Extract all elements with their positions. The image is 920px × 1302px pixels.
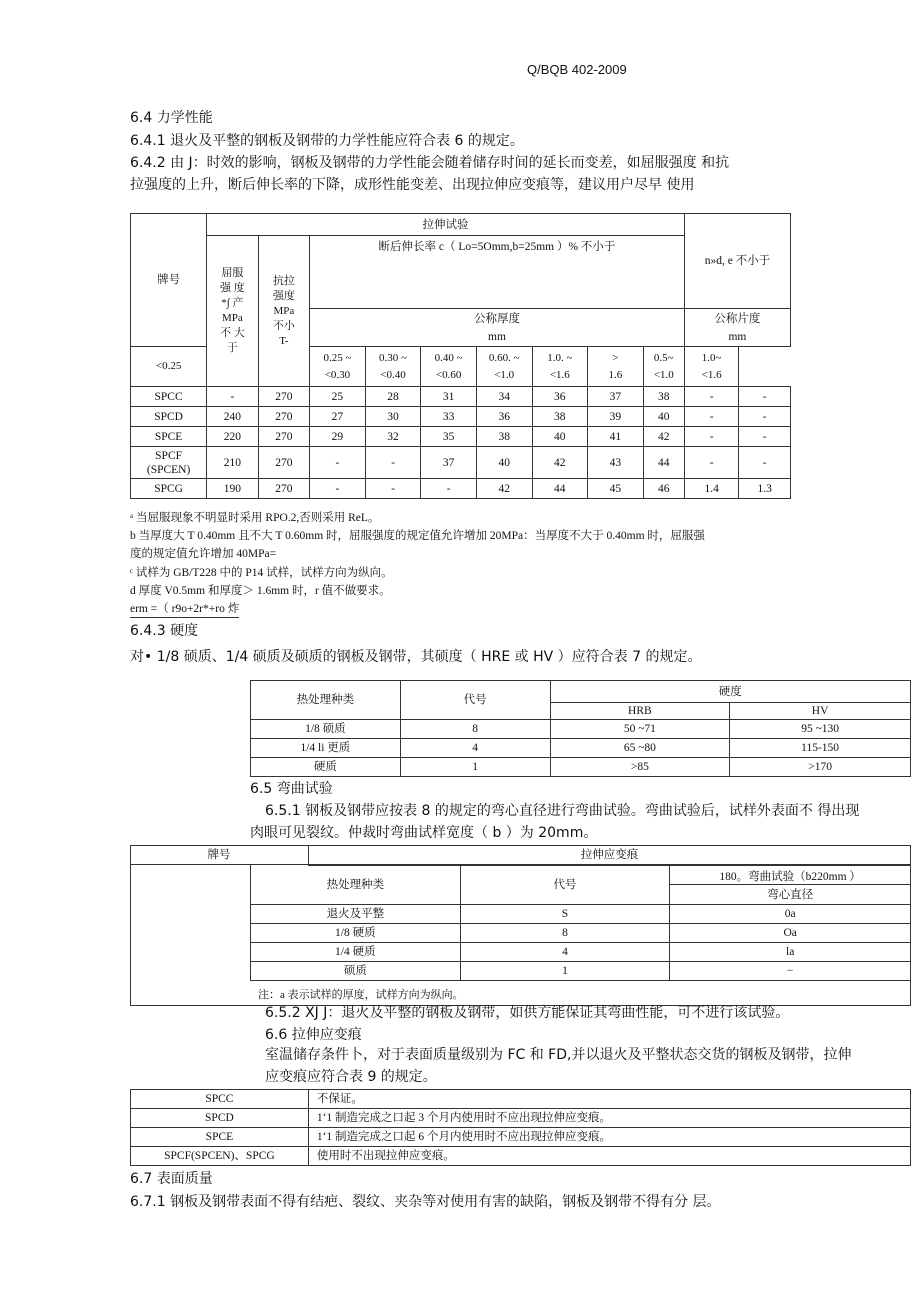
hardness-cell: 1/4 li 更质 [251,739,401,758]
section-6-4-3-title: 6.4.3 硬度 [130,623,199,639]
thickness-range: 1.0. ~ <1.6 [532,347,588,387]
document-number: Q/BQB 402-2009 [527,62,627,77]
value-cell: 220 [207,427,258,447]
thickness-range: 0.30 ~ <0.40 [365,347,421,387]
value-cell: 36 [476,407,532,427]
value-cell: 39 [588,407,644,427]
value-cell: 37 [421,447,477,479]
value-cell: 38 [476,427,532,447]
hardness-table [250,680,911,777]
table-row [131,479,791,499]
value-cell: - [739,447,791,479]
bending-cell: la [670,943,911,962]
bending-test-table [250,864,911,981]
mechanical-properties-table [130,213,791,499]
value-cell: 270 [258,407,309,427]
value-cell: 42 [476,479,532,499]
para-6-5-1-line1: 6.5.1 钢板及钢带应按表 8 的规定的弯心直径进行弯曲试验。弯曲试验后，试样外表面不 得出现 [265,803,860,819]
value-cell: - [684,407,739,427]
hardness-cell: 1 [400,758,550,777]
value-cell: 36 [532,387,588,407]
value-cell: 270 [258,479,309,499]
para-6-6-line2: 应变痕应符合表 9 的规定。 [265,1069,437,1085]
hardness-cell: 50 ~71 [550,720,730,739]
bending-cell: 1/4 硬质 [251,943,461,962]
value-cell: 31 [421,387,477,407]
bend-treatment-header: 热处理种类 [251,865,461,905]
thickness-header: 公称厚度 mm [310,309,685,347]
value-cell: 1.3 [739,479,791,499]
thickness-header-2: 公称片度 mm [684,309,790,347]
value-cell: 210 [207,447,258,479]
section-6-4-title: 6.4 力学性能 [130,110,213,126]
table-row [251,905,911,924]
para-6-5-1-line2: 肉眼可见裂纹。仲裁时弯曲试样宽度（ b ）为 20mm。 [250,825,598,841]
hardness-cell: 8 [400,720,550,739]
table-row [251,720,911,739]
para-6-4-2-line2: 拉强度的上升，断后伸长率的下降，成形性能变差、出现拉伸应变痕等，建议用户尽早 使用 [130,177,695,193]
hardness-cell: 硬质 [251,758,401,777]
code-header: 代号 [400,681,550,720]
value-cell: 45 [588,479,644,499]
bending-cell: Oa [670,924,911,943]
value-cell: 46 [643,479,684,499]
grade-header: 牌号 [131,214,207,347]
para-6-7-1: 6.7.1 钢板及钢带表面不得有结疤、裂纹、夹杂等对使用有害的缺陷，钢板及钢带不得有分 层。 [130,1194,721,1210]
value-cell: 270 [258,427,309,447]
table-row [131,1109,911,1128]
value-cell: - [421,479,477,499]
value-cell: 40 [643,407,684,427]
value-cell: - [365,479,421,499]
table-row [131,427,791,447]
table-row [251,758,911,777]
value-cell: 38 [643,387,684,407]
bending-grade-header: 牌号 [130,845,309,865]
hardness-cell: 95 ~130 [730,720,911,739]
grade-cell: SPCE [131,427,207,447]
note-b-line2: 度的规定值允许增加 40MPa= [130,548,277,560]
value-cell: 240 [207,407,258,427]
grade-cell: SPCE [131,1128,309,1147]
bending-cell: 1/8 硬质 [251,924,461,943]
thickness-range: > 1.6 [588,347,644,387]
value-cell: - [684,427,739,447]
grade-cell: SPCC [131,387,207,407]
para-6-4-2-line1: 6.4.2 由 J：时效的影响，钢板及钢带的力学性能会随着储存时间的延长而变差，如屈服强度 和抗 [130,155,730,171]
mandrel-diameter-header: 弯心直径 [670,885,911,905]
value-cell: 42 [643,427,684,447]
value-cell: 40 [532,427,588,447]
value-cell: - [365,447,421,479]
note-a: ᵃ 当屈服现象不明显时采用 RPO.2,否则采用 ReL。 [130,512,380,524]
section-6-5-title: 6.5 弯曲试验 [250,779,337,799]
strain-requirement-cell: 1‘1 制造完成之口起 3 个月内使用时不应出现拉伸应变痕。 [308,1109,910,1128]
strain-requirement-cell: 1‘1 制造完成之口起 6 个月内使用时不应出现拉伸应变痕。 [308,1128,910,1147]
table-row [131,1128,911,1147]
note-d: d 厚度 V0.5mm 和厚度＞ 1.6mm 时，r 值不做要求。 [130,585,391,597]
value-cell: - [739,387,791,407]
tensile-test-header: 拉伸试验 [207,214,685,236]
value-cell: 29 [310,427,366,447]
n-r-value-header: n»d, e 不小于 [684,214,790,309]
table-row [251,739,911,758]
value-cell: 28 [365,387,421,407]
table-row [251,924,911,943]
hardness-cell: 4 [400,739,550,758]
bend-code-header: 代号 [460,865,670,905]
note-b-line1: b 当厚度大 T 0.40mm 且不大 T 0.60mm 时，屈服强度的规定值允许增加 20MPa：当厚度不大于 0.40mm 时，屈服强 [130,530,705,542]
thickness-range: 0.40 ~ <0.60 [421,347,477,387]
bending-cell: 8 [460,924,670,943]
note-c: ᶜ 试样为 GB/T228 中的 P14 试样，试样方向为纵向。 [130,567,393,579]
table-row [131,1147,911,1166]
value-cell: 38 [532,407,588,427]
hardness-header: 硬度 [550,681,910,703]
thickness-range: 0.5~ <1.0 [643,347,684,387]
hardness-cell: 115-150 [730,739,911,758]
strain-marks-table [130,1089,911,1166]
para-6-4-3: 对• 1/8 硕质、1/4 硕质及硕质的钢板及钢带，其硕度（ HRE 或 HV ）应符合表 7 的规定。 [130,649,702,665]
value-cell: 35 [421,427,477,447]
hardness-cell: >85 [550,758,730,777]
thickness-range: <0.25 [131,347,207,387]
value-cell: - [684,387,739,407]
value-cell: 27 [310,407,366,427]
grade-cell: SPCF(SPCEN)、SPCG [131,1147,309,1166]
table-row [131,1090,911,1109]
table-row [131,407,791,427]
value-cell: 43 [588,447,644,479]
value-cell: 44 [532,479,588,499]
value-cell: - [207,387,258,407]
value-cell: 34 [476,387,532,407]
value-cell: 37 [588,387,644,407]
value-cell: 40 [476,447,532,479]
section-6-6-title: 6.6 拉伸应变痕 [265,1027,362,1043]
hv-header: HV [730,703,911,720]
value-cell: - [310,447,366,479]
strain-requirement-cell: 不保证。 [308,1090,910,1109]
value-cell: 270 [258,447,309,479]
value-cell: - [684,447,739,479]
elongation-header: 断后伸长率 c（ Lo=5Omm,b=25mm ）% 不小于 [310,236,685,309]
bending-cell: 0a [670,905,911,924]
grade-cell: SPCD [131,1109,309,1128]
hrb-header: HRB [550,703,730,720]
treatment-header: 热处理种类 [251,681,401,720]
value-cell: 30 [365,407,421,427]
value-cell: 33 [421,407,477,427]
bending-cell: 退火及平整 [251,905,461,924]
thickness-range: 1.0~ <1.6 [684,347,739,387]
para-6-6-line1: 室温储存条件卜，对于表面质量级别为 FC 和 FD,并以退火及平整状态交货的钢板及钢带，拉伸 [265,1047,852,1063]
bending-cell: 1 [460,962,670,981]
yield-strength-header: 屈服 强 度 *∫ 产 MPa 不 大 于 [207,236,258,387]
value-cell: 42 [532,447,588,479]
note-e: erm =（ r9o+2r*+ro 炸 [130,600,239,618]
table-row [251,962,911,981]
value-cell: - [739,427,791,447]
table-row [251,943,911,962]
grade-cell: SPCG [131,479,207,499]
hardness-cell: 65 ~80 [550,739,730,758]
bending-cell: S [460,905,670,924]
value-cell: 270 [258,387,309,407]
grade-cell: SPCC [131,1090,309,1109]
bending-cell: 4 [460,943,670,962]
bending-cell: 硕质 [251,962,461,981]
grade-cell: SPCD [131,407,207,427]
section-6-7-title: 6.7 表面质量 [130,1171,213,1187]
strain-marks-header: 拉伸应变痕 [308,845,911,866]
bend-test-header: 180。弯曲试验（b220mm ） [670,865,911,885]
table-row [131,447,791,479]
hardness-cell: >170 [730,758,911,777]
thickness-range: 0.60. ~ <1.0 [476,347,532,387]
para-6-4-1: 6.4.1 退火及平整的钢板及钢带的力学性能应符合表 6 的规定。 [130,133,524,149]
grade-cell: SPCF (SPCEN) [131,447,207,479]
value-cell: 32 [365,427,421,447]
value-cell: 44 [643,447,684,479]
value-cell: 41 [588,427,644,447]
value-cell: - [310,479,366,499]
bending-table-note: 注：a 表示试样的厚度，试样方向为纵向。 [258,989,464,1001]
value-cell: - [739,407,791,427]
bending-cell: − [670,962,911,981]
value-cell: 25 [310,387,366,407]
table-row [131,387,791,407]
para-6-5-2: 6.5.2 XJ J：退火及平整的钢板及钢带，如供方能保证其弯曲性能，可不进行该试验。 [265,1005,790,1021]
hardness-cell: 1/8 硕质 [251,720,401,739]
value-cell: 1.4 [684,479,739,499]
thickness-range: 0.25 ~ <0.30 [310,347,366,387]
strain-requirement-cell: 使用时不出现拉伸应变痕。 [308,1147,910,1166]
value-cell: 190 [207,479,258,499]
tensile-strength-header: 抗拉 强度 MPa 不小 T- [258,236,309,387]
